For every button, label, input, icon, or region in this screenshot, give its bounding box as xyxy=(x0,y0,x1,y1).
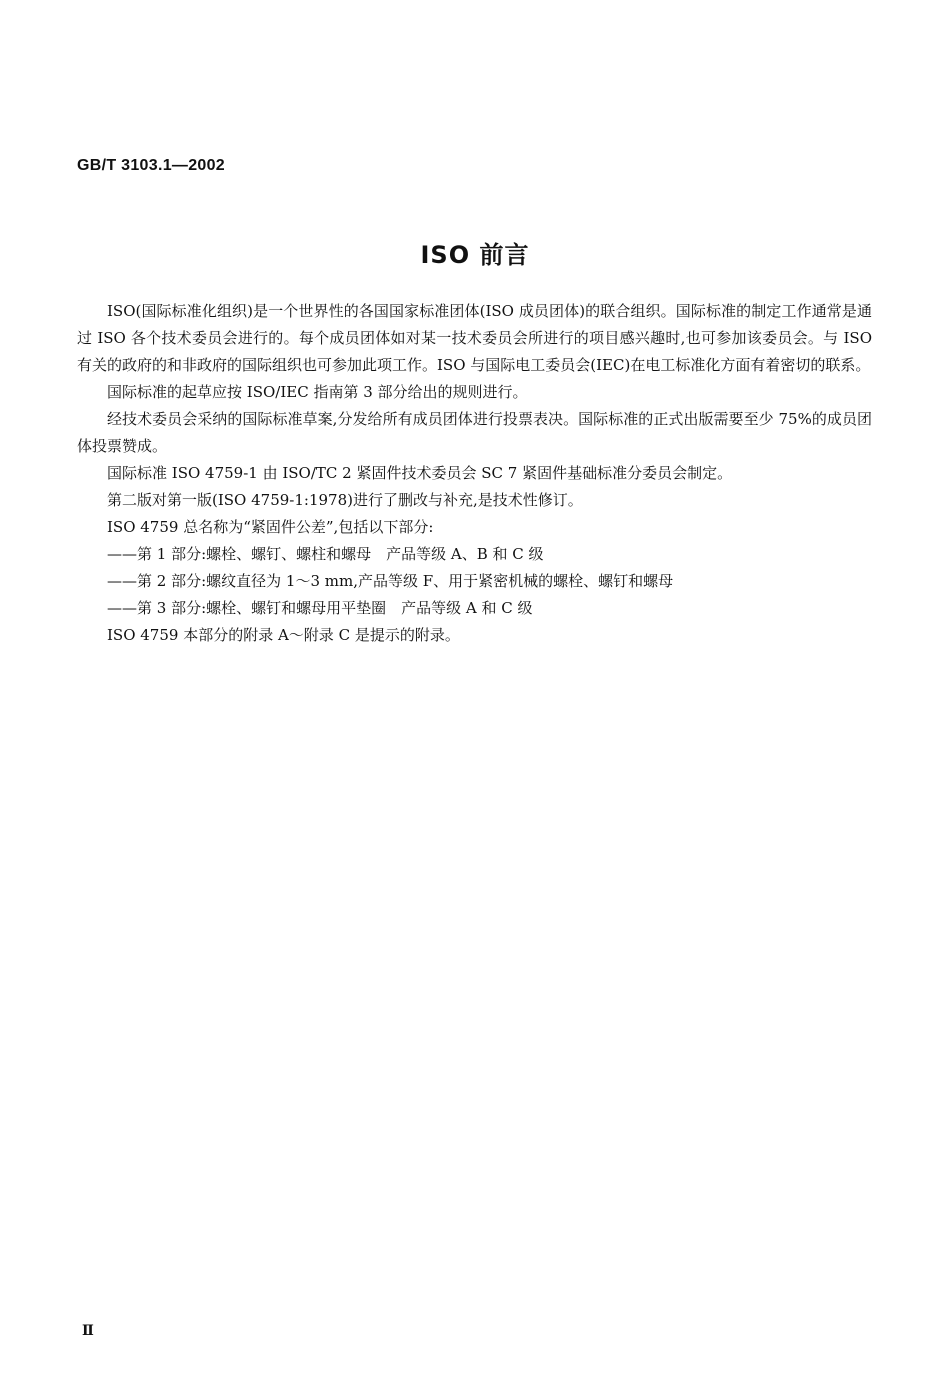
paragraph-parts-intro: ISO 4759 总名称为“紧固件公差”,包括以下部分: xyxy=(107,518,434,536)
page-number: Ⅱ xyxy=(82,1323,94,1339)
paragraph-drafting-rules: 国际标准的起草应按 ISO/IEC 指南第 3 部分给出的规则进行。 xyxy=(107,383,528,401)
paragraph-committee: 国际标准 ISO 4759-1 由 ISO/TC 2 紧固件技术委员会 SC 7 紧固件基础标准分委员会制定。 xyxy=(107,464,733,482)
page-title: ISO 前言 xyxy=(420,241,530,269)
list-item-part-3: ——第 3 部分:螺栓、螺钉和螺母用平垫圈 产品等级 A 和 C 级 xyxy=(107,599,533,617)
document-body xyxy=(77,298,872,649)
paragraph-annexes: ISO 4759 本部分的附录 A～附录 C 是提示的附录。 xyxy=(107,626,460,644)
paragraph-iso-intro: ISO(国际标准化组织)是一个世界性的各国国家标准团体(ISO 成员团体)的联合组织。国际标准的制定工作通常是通过 ISO 各个技术委员会进行的。每个成员团体如对某一技术委员会所进行的项目感兴趣时,也可参加该委员会。与 ISO 有关的政府的和非政府的国际组织也可参加此项工作。ISO 与国际电工委员会(IEC)在电工标准化方面有着密切的联系。 xyxy=(77,302,872,374)
list-item-part-2: ——第 2 部分:螺纹直径为 1～3 mm,产品等级 F、用于紧密机械的螺栓、螺钉和螺母 xyxy=(107,572,674,590)
paragraph-revision: 第二版对第一版(ISO 4759-1:1978)进行了删改与补充,是技术性修订。 xyxy=(107,491,583,509)
list-item-part-1: ——第 1 部分:螺栓、螺钉、螺柱和螺母 产品等级 A、B 和 C 级 xyxy=(107,545,544,563)
paragraph-voting: 经技术委员会采纳的国际标准草案,分发给所有成员团体进行投票表决。国际标准的正式出版需要至少 75%的成员团体投票赞成。 xyxy=(77,410,872,455)
document-code: GB/T 3103.1—2002 xyxy=(77,157,225,174)
